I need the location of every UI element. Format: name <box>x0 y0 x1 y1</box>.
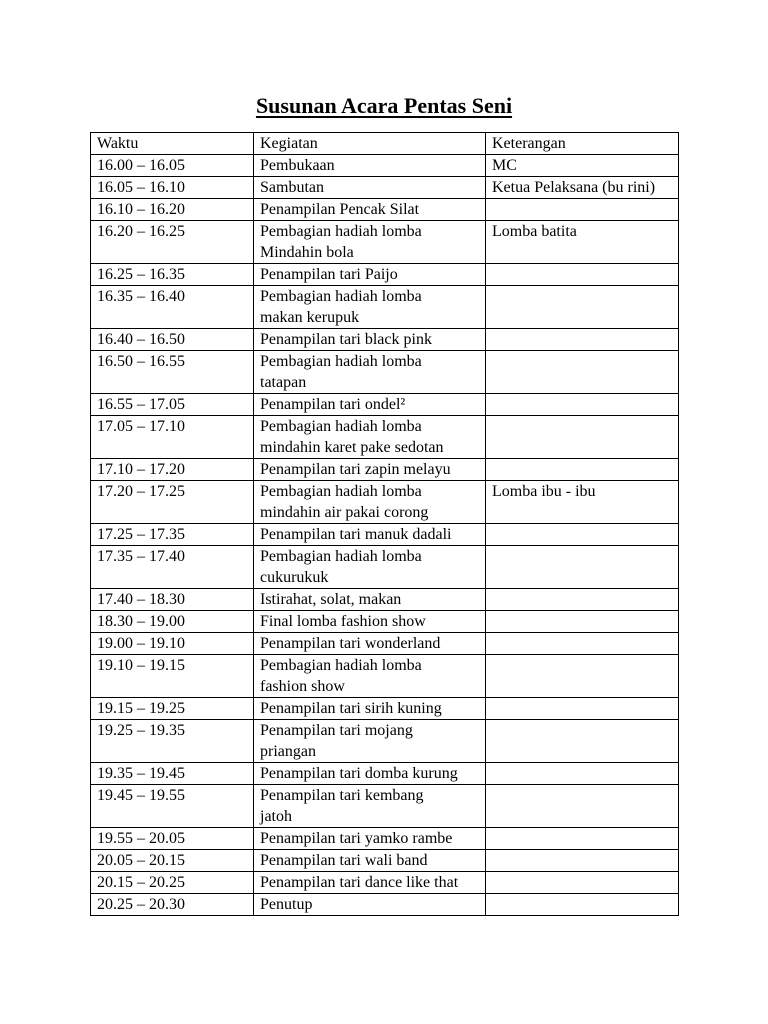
cell-keterangan <box>486 633 679 655</box>
table-row <box>91 546 679 589</box>
kegiatan-line: Penampilan tari sirih kuning <box>260 700 442 717</box>
kegiatan-line: Penampilan tari manuk dadali <box>260 526 452 543</box>
cell-kegiatan <box>254 394 486 416</box>
kegiatan-line: Penampilan tari ondel² <box>260 396 406 413</box>
table-row <box>91 286 679 329</box>
cell-waktu: 16.00 – 16.05 <box>91 155 254 177</box>
cell-kegiatan <box>254 633 486 655</box>
kegiatan-line: Pembukaan <box>260 157 335 174</box>
cell-kegiatan <box>254 894 486 916</box>
cell-kegiatan <box>254 199 486 221</box>
table-row <box>91 698 679 720</box>
table-row <box>91 155 679 177</box>
cell-keterangan <box>486 524 679 546</box>
cell-keterangan <box>486 828 679 850</box>
kegiatan-line: tatapan <box>260 374 307 391</box>
cell-kegiatan <box>254 329 486 351</box>
table-row <box>91 481 679 524</box>
cell-kegiatan <box>254 416 486 459</box>
table-row <box>91 655 679 698</box>
cell-waktu: 20.05 – 20.15 <box>91 850 254 872</box>
table-row <box>91 329 679 351</box>
kegiatan-line: Penampilan Pencak Silat <box>260 201 420 218</box>
table-row <box>91 763 679 785</box>
kegiatan-line: Penampilan tari yamko rambe <box>260 830 453 847</box>
kegiatan-line: Mindahin bola <box>260 244 354 261</box>
table-row <box>91 264 679 286</box>
kegiatan-line: mindahin air pakai corong <box>260 504 429 521</box>
kegiatan-line: Pembagian hadiah lomba <box>260 418 422 435</box>
cell-keterangan: Lomba ibu - ibu <box>486 481 679 524</box>
cell-keterangan <box>486 698 679 720</box>
kegiatan-line: Istirahat, solat, makan <box>260 591 402 608</box>
cell-waktu: 17.40 – 18.30 <box>91 589 254 611</box>
kegiatan-line: priangan <box>260 743 316 760</box>
kegiatan-line: cukurukuk <box>260 569 329 586</box>
cell-keterangan <box>486 611 679 633</box>
cell-kegiatan <box>254 785 486 828</box>
cell-keterangan <box>486 459 679 481</box>
cell-kegiatan <box>254 611 486 633</box>
cell-kegiatan <box>254 286 486 329</box>
table-row <box>91 894 679 916</box>
cell-waktu: 16.35 – 16.40 <box>91 286 254 329</box>
cell-waktu: 16.10 – 16.20 <box>91 199 254 221</box>
kegiatan-line: Penampilan tari Paijo <box>260 266 398 283</box>
cell-keterangan: MC <box>486 155 679 177</box>
cell-keterangan <box>486 655 679 698</box>
kegiatan-line: Penampilan tari black pink <box>260 331 432 348</box>
cell-kegiatan <box>254 221 486 264</box>
cell-waktu: 17.25 – 17.35 <box>91 524 254 546</box>
header-keterangan: Keterangan <box>486 133 679 155</box>
cell-kegiatan <box>254 155 486 177</box>
cell-kegiatan <box>254 546 486 589</box>
cell-waktu: 18.30 – 19.00 <box>91 611 254 633</box>
kegiatan-line: Penampilan tari dance like that <box>260 874 459 891</box>
table-row <box>91 177 679 199</box>
table-row <box>91 828 679 850</box>
cell-keterangan <box>486 546 679 589</box>
cell-keterangan <box>486 785 679 828</box>
schedule-body <box>91 155 679 916</box>
kegiatan-line: Penampilan tari wali band <box>260 852 428 869</box>
table-row <box>91 633 679 655</box>
cell-waktu: 16.40 – 16.50 <box>91 329 254 351</box>
cell-kegiatan <box>254 828 486 850</box>
kegiatan-line: Penampilan tari domba kurung <box>260 765 458 782</box>
kegiatan-line: Sambutan <box>260 179 324 196</box>
cell-keterangan <box>486 329 679 351</box>
schedule-table <box>90 132 679 916</box>
kegiatan-line: Penampilan tari zapin melayu <box>260 461 451 478</box>
cell-keterangan <box>486 199 679 221</box>
cell-kegiatan <box>254 524 486 546</box>
cell-keterangan <box>486 894 679 916</box>
kegiatan-line: Pembagian hadiah lomba <box>260 548 422 565</box>
cell-kegiatan <box>254 763 486 785</box>
cell-keterangan <box>486 763 679 785</box>
cell-keterangan <box>486 416 679 459</box>
page-title: Susunan Acara Pentas Seni <box>255 93 513 118</box>
table-row <box>91 720 679 763</box>
table-row <box>91 872 679 894</box>
header-kegiatan: Kegiatan <box>254 133 486 155</box>
cell-keterangan <box>486 589 679 611</box>
table-row <box>91 351 679 394</box>
cell-kegiatan <box>254 177 486 199</box>
cell-waktu: 16.25 – 16.35 <box>91 264 254 286</box>
cell-keterangan <box>486 264 679 286</box>
kegiatan-line: mindahin karet pake sedotan <box>260 439 444 456</box>
cell-waktu: 19.55 – 20.05 <box>91 828 254 850</box>
cell-keterangan <box>486 872 679 894</box>
cell-waktu: 20.15 – 20.25 <box>91 872 254 894</box>
kegiatan-line: Pembagian hadiah lomba <box>260 353 422 370</box>
kegiatan-line: Penampilan tari mojang <box>260 722 413 739</box>
kegiatan-line: Penutup <box>260 896 313 913</box>
cell-waktu: 19.10 – 19.15 <box>91 655 254 698</box>
cell-keterangan: Lomba batita <box>486 221 679 264</box>
cell-waktu: 19.45 – 19.55 <box>91 785 254 828</box>
table-row <box>91 459 679 481</box>
cell-kegiatan <box>254 481 486 524</box>
header-waktu: Waktu <box>91 133 254 155</box>
cell-keterangan <box>486 394 679 416</box>
kegiatan-line: Pembagian hadiah lomba <box>260 657 422 674</box>
kegiatan-line: Pembagian hadiah lomba <box>260 288 422 305</box>
cell-waktu: 17.10 – 17.20 <box>91 459 254 481</box>
table-row <box>91 850 679 872</box>
table-row <box>91 221 679 264</box>
cell-kegiatan <box>254 720 486 763</box>
cell-kegiatan <box>254 351 486 394</box>
table-row <box>91 394 679 416</box>
kegiatan-line: jatoh <box>260 808 292 825</box>
table-row <box>91 589 679 611</box>
kegiatan-line: Final lomba fashion show <box>260 613 426 630</box>
kegiatan-line: makan kerupuk <box>260 309 360 326</box>
cell-keterangan <box>486 850 679 872</box>
kegiatan-line: Penampilan tari kembang <box>260 787 424 804</box>
kegiatan-line: Pembagian hadiah lomba <box>260 483 422 500</box>
cell-kegiatan <box>254 655 486 698</box>
cell-waktu: 19.35 – 19.45 <box>91 763 254 785</box>
kegiatan-line: Penampilan tari wonderland <box>260 635 441 652</box>
cell-waktu: 16.05 – 16.10 <box>91 177 254 199</box>
cell-kegiatan <box>254 264 486 286</box>
cell-waktu: 19.00 – 19.10 <box>91 633 254 655</box>
kegiatan-line: fashion show <box>260 678 345 695</box>
cell-waktu: 16.55 – 17.05 <box>91 394 254 416</box>
cell-waktu: 20.25 – 20.30 <box>91 894 254 916</box>
cell-waktu: 17.20 – 17.25 <box>91 481 254 524</box>
table-row <box>91 416 679 459</box>
cell-waktu: 19.15 – 19.25 <box>91 698 254 720</box>
cell-kegiatan <box>254 459 486 481</box>
cell-kegiatan <box>254 698 486 720</box>
table-row <box>91 611 679 633</box>
cell-waktu: 17.05 – 17.10 <box>91 416 254 459</box>
table-row <box>91 785 679 828</box>
cell-kegiatan <box>254 872 486 894</box>
table-row <box>91 524 679 546</box>
cell-keterangan: Ketua Pelaksana (bu rini) <box>486 177 679 199</box>
cell-waktu: 17.35 – 17.40 <box>91 546 254 589</box>
kegiatan-line: Pembagian hadiah lomba <box>260 223 422 240</box>
cell-keterangan <box>486 720 679 763</box>
cell-waktu: 16.50 – 16.55 <box>91 351 254 394</box>
cell-waktu: 19.25 – 19.35 <box>91 720 254 763</box>
cell-kegiatan <box>254 850 486 872</box>
cell-waktu: 16.20 – 16.25 <box>91 221 254 264</box>
cell-keterangan <box>486 286 679 329</box>
cell-kegiatan <box>254 589 486 611</box>
table-header-row <box>91 133 679 155</box>
cell-keterangan <box>486 351 679 394</box>
table-row <box>91 199 679 221</box>
